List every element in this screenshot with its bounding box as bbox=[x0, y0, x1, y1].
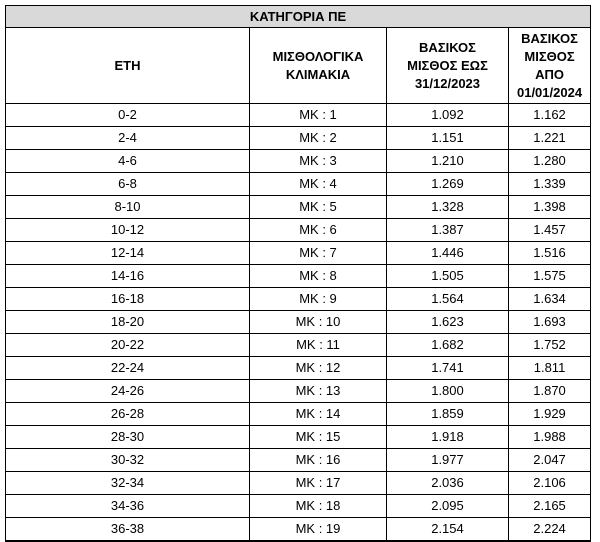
cell-pay-grade: ΜΚ : 1 bbox=[250, 104, 387, 127]
cell-salary-2024: 2.106 bbox=[509, 472, 591, 495]
cell-pay-grade: ΜΚ : 7 bbox=[250, 242, 387, 265]
cell-salary-2023: 1.387 bbox=[387, 219, 509, 242]
table-row bbox=[6, 495, 591, 518]
cell-salary-2023: 2.036 bbox=[387, 472, 509, 495]
salary-table-sheet bbox=[5, 5, 590, 542]
table-row bbox=[6, 426, 591, 449]
cell-salary-2024: 1.457 bbox=[509, 219, 591, 242]
cell-pay-grade: ΜΚ : 19 bbox=[250, 518, 387, 542]
header-salary-from-2024-line: ΑΠΟ bbox=[535, 66, 564, 82]
cell-salary-2023: 1.682 bbox=[387, 334, 509, 357]
cell-pay-grade: ΜΚ : 14 bbox=[250, 403, 387, 426]
header-salary-until-2023 bbox=[387, 28, 509, 104]
cell-years: 10-12 bbox=[6, 219, 250, 242]
cell-salary-2024: 2.047 bbox=[509, 449, 591, 472]
header-salary-from-2024-line: ΜΙΣΘΟΣ bbox=[524, 48, 575, 64]
header-salary-from-2024-line: 01/01/2024 bbox=[516, 84, 583, 100]
cell-years: 0-2 bbox=[6, 104, 250, 127]
cell-years: 6-8 bbox=[6, 173, 250, 196]
header-pay-grades bbox=[250, 28, 387, 104]
cell-pay-grade: ΜΚ : 6 bbox=[250, 219, 387, 242]
cell-pay-grade: ΜΚ : 16 bbox=[250, 449, 387, 472]
cell-salary-2024: 1.575 bbox=[509, 265, 591, 288]
cell-pay-grade: ΜΚ : 2 bbox=[250, 127, 387, 150]
cell-salary-2024: 1.339 bbox=[509, 173, 591, 196]
cell-years: 12-14 bbox=[6, 242, 250, 265]
cell-salary-2024: 1.516 bbox=[509, 242, 591, 265]
table-body bbox=[6, 104, 591, 542]
cell-pay-grade: ΜΚ : 18 bbox=[250, 495, 387, 518]
table-row bbox=[6, 403, 591, 426]
header-salary-until-2023-line: ΜΙΣΘΟΣ ΕΩΣ bbox=[407, 57, 488, 73]
cell-pay-grade: ΜΚ : 10 bbox=[250, 311, 387, 334]
table-row bbox=[6, 449, 591, 472]
cell-salary-2024: 1.280 bbox=[509, 150, 591, 173]
cell-salary-2023: 1.564 bbox=[387, 288, 509, 311]
cell-salary-2023: 1.269 bbox=[387, 173, 509, 196]
cell-salary-2024: 1.870 bbox=[509, 380, 591, 403]
cell-salary-2024: 2.165 bbox=[509, 495, 591, 518]
cell-pay-grade: ΜΚ : 8 bbox=[250, 265, 387, 288]
cell-years: 8-10 bbox=[6, 196, 250, 219]
header-salary-from-2024-line: ΒΑΣΙΚΟΣ bbox=[521, 30, 578, 46]
cell-salary-2024: 1.398 bbox=[509, 196, 591, 219]
cell-salary-2024: 2.224 bbox=[509, 518, 591, 542]
cell-salary-2024: 1.811 bbox=[509, 357, 591, 380]
table-row bbox=[6, 150, 591, 173]
cell-years: 26-28 bbox=[6, 403, 250, 426]
cell-salary-2023: 1.505 bbox=[387, 265, 509, 288]
cell-years: 16-18 bbox=[6, 288, 250, 311]
table-row bbox=[6, 518, 591, 542]
table-row bbox=[6, 334, 591, 357]
table-row bbox=[6, 104, 591, 127]
cell-years: 34-36 bbox=[6, 495, 250, 518]
cell-salary-2023: 1.623 bbox=[387, 311, 509, 334]
header-pay-grades-line: ΜΙΣΘΟΛΟΓΙΚΑ bbox=[272, 48, 364, 64]
cell-salary-2023: 1.446 bbox=[387, 242, 509, 265]
header-years bbox=[6, 28, 250, 104]
cell-years: 36-38 bbox=[6, 518, 250, 542]
cell-pay-grade: ΜΚ : 3 bbox=[250, 150, 387, 173]
table-row bbox=[6, 173, 591, 196]
cell-salary-2023: 2.095 bbox=[387, 495, 509, 518]
header-salary-until-2023-line: ΒΑΣΙΚΟΣ bbox=[419, 39, 476, 55]
table-row bbox=[6, 265, 591, 288]
cell-years: 14-16 bbox=[6, 265, 250, 288]
table-row bbox=[6, 288, 591, 311]
cell-salary-2023: 1.328 bbox=[387, 196, 509, 219]
cell-years: 22-24 bbox=[6, 357, 250, 380]
table-title-row bbox=[6, 6, 591, 28]
cell-salary-2023: 1.092 bbox=[387, 104, 509, 127]
cell-salary-2023: 2.154 bbox=[387, 518, 509, 542]
cell-salary-2024: 1.634 bbox=[509, 288, 591, 311]
cell-salary-2023: 1.977 bbox=[387, 449, 509, 472]
table-row bbox=[6, 196, 591, 219]
table-row bbox=[6, 127, 591, 150]
cell-years: 28-30 bbox=[6, 426, 250, 449]
cell-years: 2-4 bbox=[6, 127, 250, 150]
cell-years: 32-34 bbox=[6, 472, 250, 495]
table-row bbox=[6, 219, 591, 242]
header-pay-grades-line: ΚΛΙΜΑΚΙΑ bbox=[285, 66, 351, 82]
cell-salary-2024: 1.162 bbox=[509, 104, 591, 127]
cell-years: 30-32 bbox=[6, 449, 250, 472]
table-row bbox=[6, 472, 591, 495]
table-row bbox=[6, 242, 591, 265]
cell-salary-2024: 1.988 bbox=[509, 426, 591, 449]
cell-salary-2023: 1.151 bbox=[387, 127, 509, 150]
cell-salary-2024: 1.693 bbox=[509, 311, 591, 334]
cell-pay-grade: ΜΚ : 9 bbox=[250, 288, 387, 311]
cell-pay-grade: ΜΚ : 4 bbox=[250, 173, 387, 196]
salary-table bbox=[5, 5, 591, 542]
cell-pay-grade: ΜΚ : 12 bbox=[250, 357, 387, 380]
cell-salary-2023: 1.210 bbox=[387, 150, 509, 173]
cell-salary-2023: 1.800 bbox=[387, 380, 509, 403]
table-row bbox=[6, 380, 591, 403]
cell-pay-grade: ΜΚ : 5 bbox=[250, 196, 387, 219]
cell-salary-2023: 1.741 bbox=[387, 357, 509, 380]
header-salary-until-2023-line: 31/12/2023 bbox=[414, 75, 481, 91]
cell-pay-grade: ΜΚ : 17 bbox=[250, 472, 387, 495]
header-years-line: ΕΤΗ bbox=[114, 57, 141, 73]
cell-years: 20-22 bbox=[6, 334, 250, 357]
cell-years: 24-26 bbox=[6, 380, 250, 403]
cell-pay-grade: ΜΚ : 11 bbox=[250, 334, 387, 357]
cell-salary-2024: 1.221 bbox=[509, 127, 591, 150]
cell-salary-2023: 1.859 bbox=[387, 403, 509, 426]
table-title: ΚΑΤΗΓΟΡΙΑ ΠΕ bbox=[6, 6, 591, 28]
cell-salary-2023: 1.918 bbox=[387, 426, 509, 449]
table-row bbox=[6, 357, 591, 380]
cell-salary-2024: 1.752 bbox=[509, 334, 591, 357]
table-row bbox=[6, 311, 591, 334]
cell-years: 18-20 bbox=[6, 311, 250, 334]
header-salary-from-2024 bbox=[509, 28, 591, 104]
cell-salary-2024: 1.929 bbox=[509, 403, 591, 426]
table-header-row bbox=[6, 28, 591, 104]
cell-pay-grade: ΜΚ : 15 bbox=[250, 426, 387, 449]
cell-years: 4-6 bbox=[6, 150, 250, 173]
cell-pay-grade: ΜΚ : 13 bbox=[250, 380, 387, 403]
